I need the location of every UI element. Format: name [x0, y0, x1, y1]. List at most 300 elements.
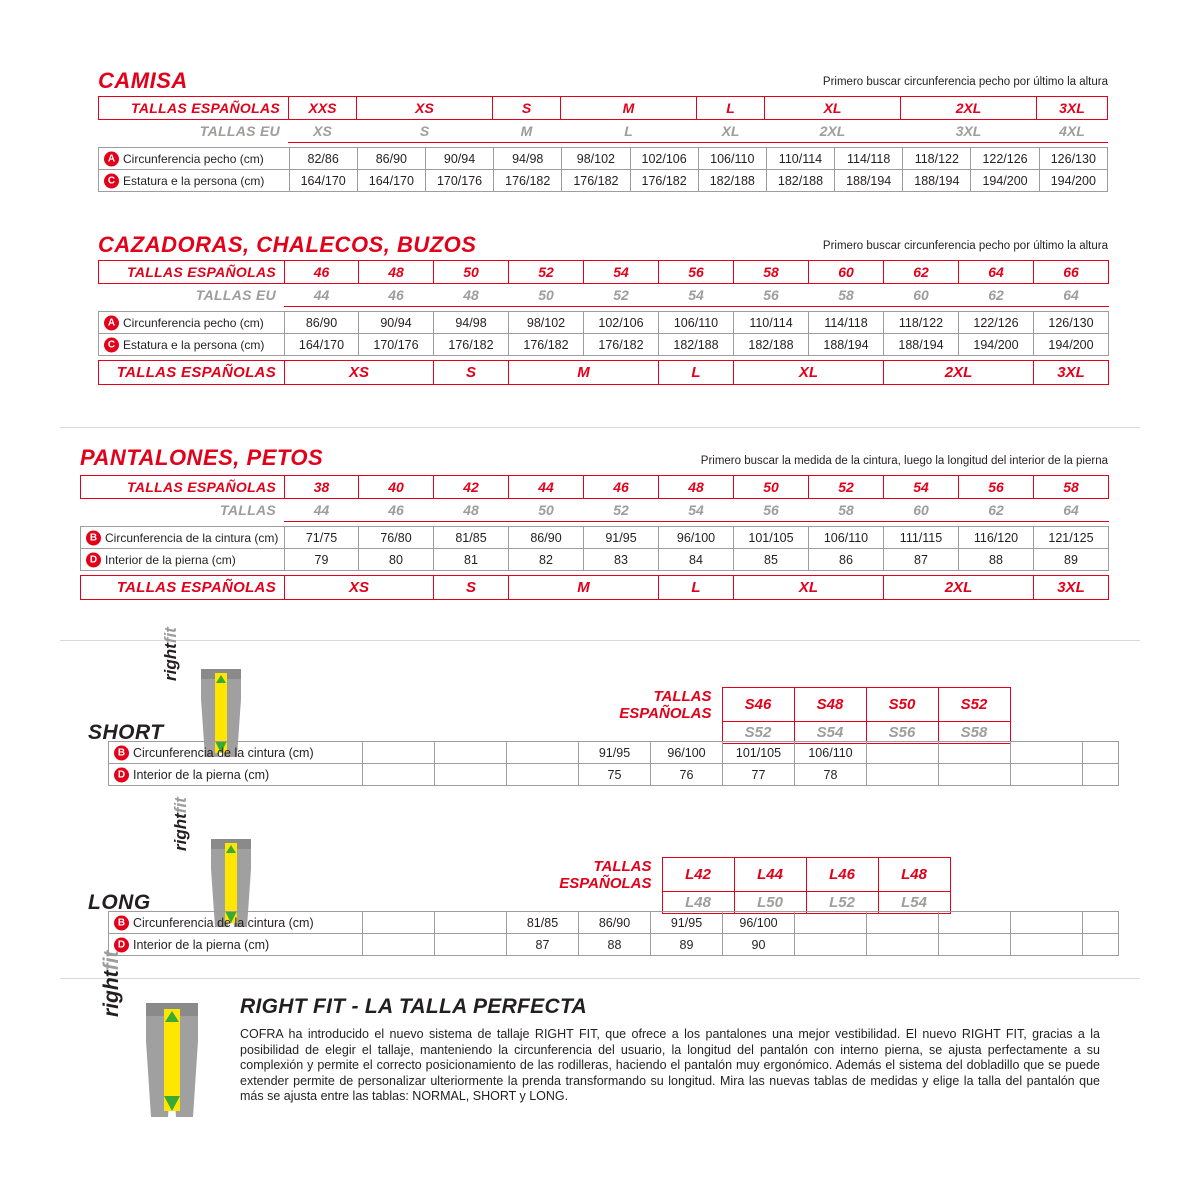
cell: 60 — [809, 261, 884, 284]
cell: M — [509, 361, 659, 385]
cell: 81/85 — [507, 912, 579, 934]
cazadoras-row-es — [99, 261, 1109, 284]
cell: 64 — [959, 261, 1034, 284]
divider-1 — [60, 427, 1140, 428]
nob — [1010, 688, 1082, 722]
cell: 50 — [509, 499, 584, 522]
cell: 88 — [959, 549, 1034, 571]
nob — [1082, 688, 1154, 722]
cell: 87 — [884, 549, 959, 571]
cell: 122/126 — [959, 312, 1034, 334]
cell: 56 — [959, 476, 1034, 499]
short-measure-text-b: Circunferencia de la cintura (cm) — [133, 745, 314, 760]
cell: 91/95 — [584, 527, 659, 549]
footer-paragraph: COFRA ha introducido el nuevo sistema de tallaje RIGHT FIT, que ofrece a los pantalones una mejor vestibilidad. El nuevo RIGHT FIT, gracias a la posibilidad de elegir el tallaje, manteniendo la circunferencia del usuario, la longitud del pantalón con interno pierna, se ajusta perfectamente a su complexión y permite el correcto posicionamiento de las rodilleras, haciendo el pantalón muy ergonómico. Además el sistema del dobladillo que se puede extender permite de personalizar ulteriormente la prenda transformando su longitud. Mira las nuevas tablas de medidas y elige la talla del pantalón que más se ajusta entre las tablas: NORMAL, SHORT y LONG. — [240, 1027, 1100, 1103]
cell: 86/90 — [509, 527, 584, 549]
cazadoras-title: CAZADORAS, CHALECOS, BUZOS — [98, 232, 477, 257]
camisa-eu-xl: XL — [697, 120, 765, 143]
pantalones-title: PANTALONES, PETOS — [80, 445, 324, 470]
pantalones-row-es — [81, 476, 1109, 499]
long-header-table — [248, 857, 1118, 914]
camisa-eu-label: TALLAS EU — [199, 123, 280, 140]
cell: 164/170 — [289, 170, 357, 192]
cell: S48 — [794, 688, 866, 722]
rightfit-wordmark-short — [161, 627, 181, 681]
pantalones-measure-label-b — [81, 527, 285, 549]
cell: 106/110 — [698, 148, 766, 170]
cell: 60 — [884, 284, 959, 307]
cell: 83 — [584, 549, 659, 571]
pantalones-measure-table — [80, 526, 1109, 571]
camisa-es-label: TALLAS ESPAÑOLAS — [99, 97, 289, 120]
long-measure-table — [108, 911, 1119, 956]
cell: 52 — [584, 499, 659, 522]
cell: 94/98 — [494, 148, 562, 170]
cell: 110/114 — [766, 148, 834, 170]
cazadoras-bottom-table — [98, 360, 1109, 385]
cell: 54 — [584, 261, 659, 284]
cell-empty — [435, 764, 507, 786]
cell-empty — [795, 934, 867, 956]
section-short — [88, 627, 1118, 785]
cell-empty — [1011, 742, 1083, 764]
rightfit-word-right: right — [171, 813, 190, 851]
cell: L52 — [806, 892, 878, 914]
badge-a-icon: A — [104, 151, 119, 166]
long-title: LONG — [88, 891, 151, 914]
cell-empty — [1011, 912, 1083, 934]
short-measure-label-d — [109, 764, 363, 786]
cell: 188/194 — [835, 170, 903, 192]
cell: 164/170 — [357, 170, 425, 192]
cell-empty — [363, 912, 435, 934]
cell: 46 — [584, 476, 659, 499]
cell: 188/194 — [903, 170, 971, 192]
cell: 106/110 — [659, 312, 734, 334]
cell: 114/118 — [835, 148, 903, 170]
cell: 164/170 — [285, 334, 359, 356]
camisa-eu-xs: XS — [289, 120, 357, 143]
cell: 54 — [884, 476, 959, 499]
camisa-measure-text-a: Circunferencia pecho (cm) — [123, 151, 264, 166]
cell: 118/122 — [884, 312, 959, 334]
cell: XL — [734, 361, 884, 385]
cazadoras-measure-row-c — [99, 334, 1109, 356]
camisa-hint: Primero buscar circunferencia pecho por último la altura — [822, 76, 1108, 88]
badge-c-icon: C — [104, 173, 119, 188]
cell: 56 — [659, 261, 734, 284]
camisa-size-table — [98, 96, 1108, 143]
cell: 54 — [659, 499, 734, 522]
cazadoras-size-table — [98, 260, 1109, 307]
cell: 50 — [734, 476, 809, 499]
cell: 106/110 — [809, 527, 884, 549]
cell: S52 — [938, 688, 1010, 722]
cell: L — [659, 576, 734, 600]
cell-empty — [939, 934, 1011, 956]
cell: 84 — [659, 549, 734, 571]
nob — [1034, 858, 1118, 892]
cell: 40 — [359, 476, 434, 499]
long-measure-text-b: Circunferencia de la cintura (cm) — [133, 915, 314, 930]
cell: 3XL — [1034, 361, 1109, 385]
cell: 48 — [434, 499, 509, 522]
cell: 176/182 — [494, 170, 562, 192]
camisa-row-es — [99, 97, 1108, 120]
cazadoras-hint: Primero buscar circunferencia pecho por último la altura — [822, 240, 1108, 252]
cell: 62 — [884, 261, 959, 284]
cell-empty — [1083, 764, 1119, 786]
cell-empty — [795, 912, 867, 934]
camisa-measure-row-c — [99, 170, 1108, 192]
cell: 66 — [1034, 261, 1109, 284]
cell: 58 — [734, 261, 809, 284]
cell: L50 — [734, 892, 806, 914]
camisa-measure-row-a — [99, 148, 1108, 170]
nob — [950, 858, 1034, 892]
cell: 101/105 — [734, 527, 809, 549]
cell-empty — [363, 742, 435, 764]
pantalones-measure-label-d — [81, 549, 285, 571]
camisa-es-m: M — [561, 97, 697, 120]
short-measure-row-b — [109, 742, 1119, 764]
rightfit-word-fit: fit — [171, 797, 190, 814]
cell-empty — [435, 912, 507, 934]
short-measure-row-d — [109, 764, 1119, 786]
cell: 56 — [734, 499, 809, 522]
cell: 122/126 — [971, 148, 1039, 170]
section-camisa — [98, 68, 1108, 192]
short-header-label: TALLAS ESPAÑOLAS — [619, 687, 712, 722]
long-measure-row-d — [109, 934, 1119, 956]
cell: S46 — [722, 688, 794, 722]
cell: 194/200 — [959, 334, 1034, 356]
cell: 38 — [285, 476, 359, 499]
cell: 82 — [509, 549, 584, 571]
cell-empty — [1083, 912, 1119, 934]
badge-d-icon: D — [114, 937, 129, 952]
cell-empty — [867, 912, 939, 934]
camisa-measure-text-c: Estatura e la persona (cm) — [123, 173, 265, 188]
cell: 50 — [509, 284, 584, 307]
camisa-eu-m: M — [493, 120, 561, 143]
cell-empty — [939, 764, 1011, 786]
cell: 111/115 — [884, 527, 959, 549]
cell: 46 — [359, 499, 434, 522]
short-header-table — [292, 687, 1154, 744]
camisa-eu-s: S — [357, 120, 493, 143]
cell: 188/194 — [884, 334, 959, 356]
camisa-measure-table — [98, 147, 1108, 192]
badge-b-icon: B — [86, 530, 101, 545]
short-row-es — [292, 688, 1154, 722]
cell: 62 — [959, 499, 1034, 522]
cell-empty — [1083, 742, 1119, 764]
cell: 176/182 — [630, 170, 698, 192]
cell: 194/200 — [971, 170, 1039, 192]
cell: 182/188 — [698, 170, 766, 192]
badge-b-icon: B — [114, 745, 129, 760]
cell: 91/95 — [651, 912, 723, 934]
rightfit-wordmark-footer — [100, 951, 124, 1017]
pantalones-bottom-row — [81, 576, 1109, 600]
cell: 121/125 — [1034, 527, 1109, 549]
cell: 176/182 — [562, 170, 630, 192]
cell-empty — [435, 742, 507, 764]
cell: 54 — [659, 284, 734, 307]
cell-empty — [507, 764, 579, 786]
cell: 2XL — [884, 576, 1034, 600]
section-pantalones — [80, 445, 1108, 600]
cell: L48 — [662, 892, 734, 914]
cell: 101/105 — [723, 742, 795, 764]
rightfit-word-fit: fit — [100, 950, 123, 971]
pantalones-size-table — [80, 475, 1109, 522]
camisa-es-3xl: 3XL — [1037, 97, 1108, 120]
cazadoras-measure-label-a — [99, 312, 285, 334]
cell-empty — [1011, 764, 1083, 786]
cell: 90 — [723, 934, 795, 956]
cell-empty — [435, 934, 507, 956]
cell: L44 — [734, 858, 806, 892]
cazadoras-es-label: TALLAS ESPAÑOLAS — [99, 261, 285, 284]
cell: 79 — [285, 549, 359, 571]
camisa-es-l: L — [697, 97, 765, 120]
cell: 58 — [809, 499, 884, 522]
cell: 44 — [509, 476, 584, 499]
pantalones-measure-row-d — [81, 549, 1109, 571]
rightfit-word-fit: fit — [161, 627, 180, 644]
cell: 85 — [734, 549, 809, 571]
cell-empty — [939, 742, 1011, 764]
cell: 118/122 — [903, 148, 971, 170]
section-cazadoras — [98, 232, 1108, 385]
cell: 58 — [809, 284, 884, 307]
cazadoras-eu-label: TALLAS EU — [195, 287, 276, 304]
cell: 194/200 — [1034, 334, 1109, 356]
rightfit-wordmark-long — [171, 797, 191, 851]
cell: 110/114 — [734, 312, 809, 334]
cell: 98/102 — [562, 148, 630, 170]
cell: 94/98 — [434, 312, 509, 334]
rightfit-word-right: right — [100, 970, 123, 1017]
short-title: SHORT — [88, 721, 164, 744]
cell: S52 — [722, 722, 794, 744]
cell-empty — [363, 764, 435, 786]
long-measure-row-b — [109, 912, 1119, 934]
long-measure-label-b — [109, 912, 363, 934]
divider-2 — [60, 640, 1140, 641]
cell: 52 — [509, 261, 584, 284]
cell-empty — [867, 764, 939, 786]
cell: 102/106 — [630, 148, 698, 170]
cell: 77 — [723, 764, 795, 786]
rightfit-word-right: right — [161, 643, 180, 681]
short-measure-text-d: Interior de la pierna (cm) — [133, 767, 270, 782]
camisa-es-xl: XL — [765, 97, 901, 120]
cell: 56 — [734, 284, 809, 307]
camisa-measure-label-a — [99, 148, 290, 170]
nob — [248, 858, 518, 892]
camisa-title: CAMISA — [98, 68, 188, 93]
cell: S56 — [866, 722, 938, 744]
camisa-row-eu — [99, 120, 1108, 143]
nob — [292, 688, 578, 722]
cell: 86/90 — [285, 312, 359, 334]
cell: 116/120 — [959, 527, 1034, 549]
section-long — [88, 797, 1118, 965]
cazadoras-bottom-label: TALLAS ESPAÑOLAS — [99, 361, 285, 385]
cell: 52 — [809, 476, 884, 499]
cell-empty — [867, 934, 939, 956]
cell: S50 — [866, 688, 938, 722]
cell: 75 — [579, 764, 651, 786]
cell: XL — [734, 576, 884, 600]
pantalones-hint: Primero buscar la medida de la cintura, luego la longitud del interior de la pierna — [700, 455, 1108, 467]
badge-a-icon: A — [104, 315, 119, 330]
cell: 46 — [285, 261, 359, 284]
short-measure-label-b — [109, 742, 363, 764]
cell: 182/188 — [659, 334, 734, 356]
cell: S — [434, 361, 509, 385]
cell: 78 — [795, 764, 867, 786]
cell: 62 — [959, 284, 1034, 307]
cell: M — [509, 576, 659, 600]
short-measure-table — [108, 741, 1119, 786]
cell: 82/86 — [289, 148, 357, 170]
cell: 58 — [1034, 476, 1109, 499]
badge-d-icon: D — [86, 552, 101, 567]
cell: 90/94 — [425, 148, 493, 170]
cell: 96/100 — [651, 742, 723, 764]
cell: XS — [285, 361, 434, 385]
cell: 170/176 — [425, 170, 493, 192]
cell: 96/100 — [723, 912, 795, 934]
cell: 46 — [359, 284, 434, 307]
cell: 126/130 — [1039, 148, 1107, 170]
cell: 71/75 — [285, 527, 359, 549]
pantalones-bottom-table — [80, 575, 1109, 600]
cell: 50 — [434, 261, 509, 284]
camisa-es-2xl: 2XL — [901, 97, 1037, 120]
cell: 86/90 — [357, 148, 425, 170]
camisa-eu-4xl: 4XL — [1037, 120, 1108, 143]
cell-empty — [1083, 934, 1119, 956]
cell: 126/130 — [1034, 312, 1109, 334]
cell-empty — [363, 934, 435, 956]
cell: 91/95 — [579, 742, 651, 764]
cell: 76/80 — [359, 527, 434, 549]
cell: 48 — [659, 476, 734, 499]
cazadoras-measure-table — [98, 311, 1109, 356]
cell: L42 — [662, 858, 734, 892]
cell: 114/118 — [809, 312, 884, 334]
cell: S58 — [938, 722, 1010, 744]
cell: 52 — [584, 284, 659, 307]
pantalones-row-eu — [81, 499, 1109, 522]
cell: 48 — [434, 284, 509, 307]
cell-empty — [939, 912, 1011, 934]
camisa-es-xs: XS — [357, 97, 493, 120]
pantalones-es-label: TALLAS ESPAÑOLAS — [81, 476, 285, 499]
cell: 176/182 — [509, 334, 584, 356]
cell: 86 — [809, 549, 884, 571]
pants-icon — [136, 1001, 208, 1119]
cell: 89 — [1034, 549, 1109, 571]
cell: 188/194 — [809, 334, 884, 356]
camisa-es-xxs: XXS — [289, 97, 357, 120]
cell: 98/102 — [509, 312, 584, 334]
long-header-label: TALLAS ESPAÑOLAS — [559, 857, 652, 892]
cell: 60 — [884, 499, 959, 522]
cell: L48 — [878, 858, 950, 892]
cell: L — [659, 361, 734, 385]
cazadoras-measure-text-a: Circunferencia pecho (cm) — [123, 315, 264, 330]
footer-title: RIGHT FIT - LA TALLA PERFECTA — [240, 995, 587, 1018]
long-measure-label-d — [109, 934, 363, 956]
cell: 90/94 — [359, 312, 434, 334]
camisa-eu-l: L — [561, 120, 697, 143]
cell-empty — [507, 742, 579, 764]
cell: 182/188 — [766, 170, 834, 192]
cazadoras-measure-label-c — [99, 334, 285, 356]
cell-empty — [1011, 934, 1083, 956]
pantalones-measure-row-b — [81, 527, 1109, 549]
cell: 176/182 — [584, 334, 659, 356]
cell: 44 — [285, 284, 359, 307]
cell: 170/176 — [359, 334, 434, 356]
camisa-measure-label-c — [99, 170, 290, 192]
pantalones-measure-text-b: Circunferencia de la cintura (cm) — [105, 530, 279, 545]
badge-c-icon: C — [104, 337, 119, 352]
cell: 3XL — [1034, 576, 1109, 600]
cazadoras-measure-row-a — [99, 312, 1109, 334]
cell: 64 — [1034, 284, 1109, 307]
pantalones-measure-text-d: Interior de la pierna (cm) — [105, 552, 236, 567]
pantalones-bottom-label: TALLAS ESPAÑOLAS — [81, 576, 285, 600]
cell: 2XL — [884, 361, 1034, 385]
cell: L46 — [806, 858, 878, 892]
camisa-es-s: S — [493, 97, 561, 120]
camisa-eu-2xl: 2XL — [765, 120, 901, 143]
cell: S — [434, 576, 509, 600]
cell: XS — [285, 576, 434, 600]
cell: 81 — [434, 549, 509, 571]
cell: 96/100 — [659, 527, 734, 549]
pantalones-eu-label: TALLAS — [220, 502, 276, 519]
cell: 64 — [1034, 499, 1109, 522]
cell: 44 — [285, 499, 359, 522]
cell: 76 — [651, 764, 723, 786]
cell: 182/188 — [734, 334, 809, 356]
cazadoras-bottom-row — [99, 361, 1109, 385]
divider-3 — [60, 978, 1140, 979]
cell: L54 — [878, 892, 950, 914]
camisa-eu-3xl: 3XL — [901, 120, 1037, 143]
footer-rightfit-logo — [100, 950, 220, 1119]
cell: 106/110 — [795, 742, 867, 764]
cell: S54 — [794, 722, 866, 744]
cell: 87 — [507, 934, 579, 956]
badge-b-icon: B — [114, 915, 129, 930]
cazadoras-row-eu — [99, 284, 1109, 307]
cazadoras-measure-text-c: Estatura e la persona (cm) — [123, 337, 265, 352]
cell: 102/106 — [584, 312, 659, 334]
cell-empty — [867, 742, 939, 764]
cell: 48 — [359, 261, 434, 284]
cell: 88 — [579, 934, 651, 956]
cell: 86/90 — [579, 912, 651, 934]
